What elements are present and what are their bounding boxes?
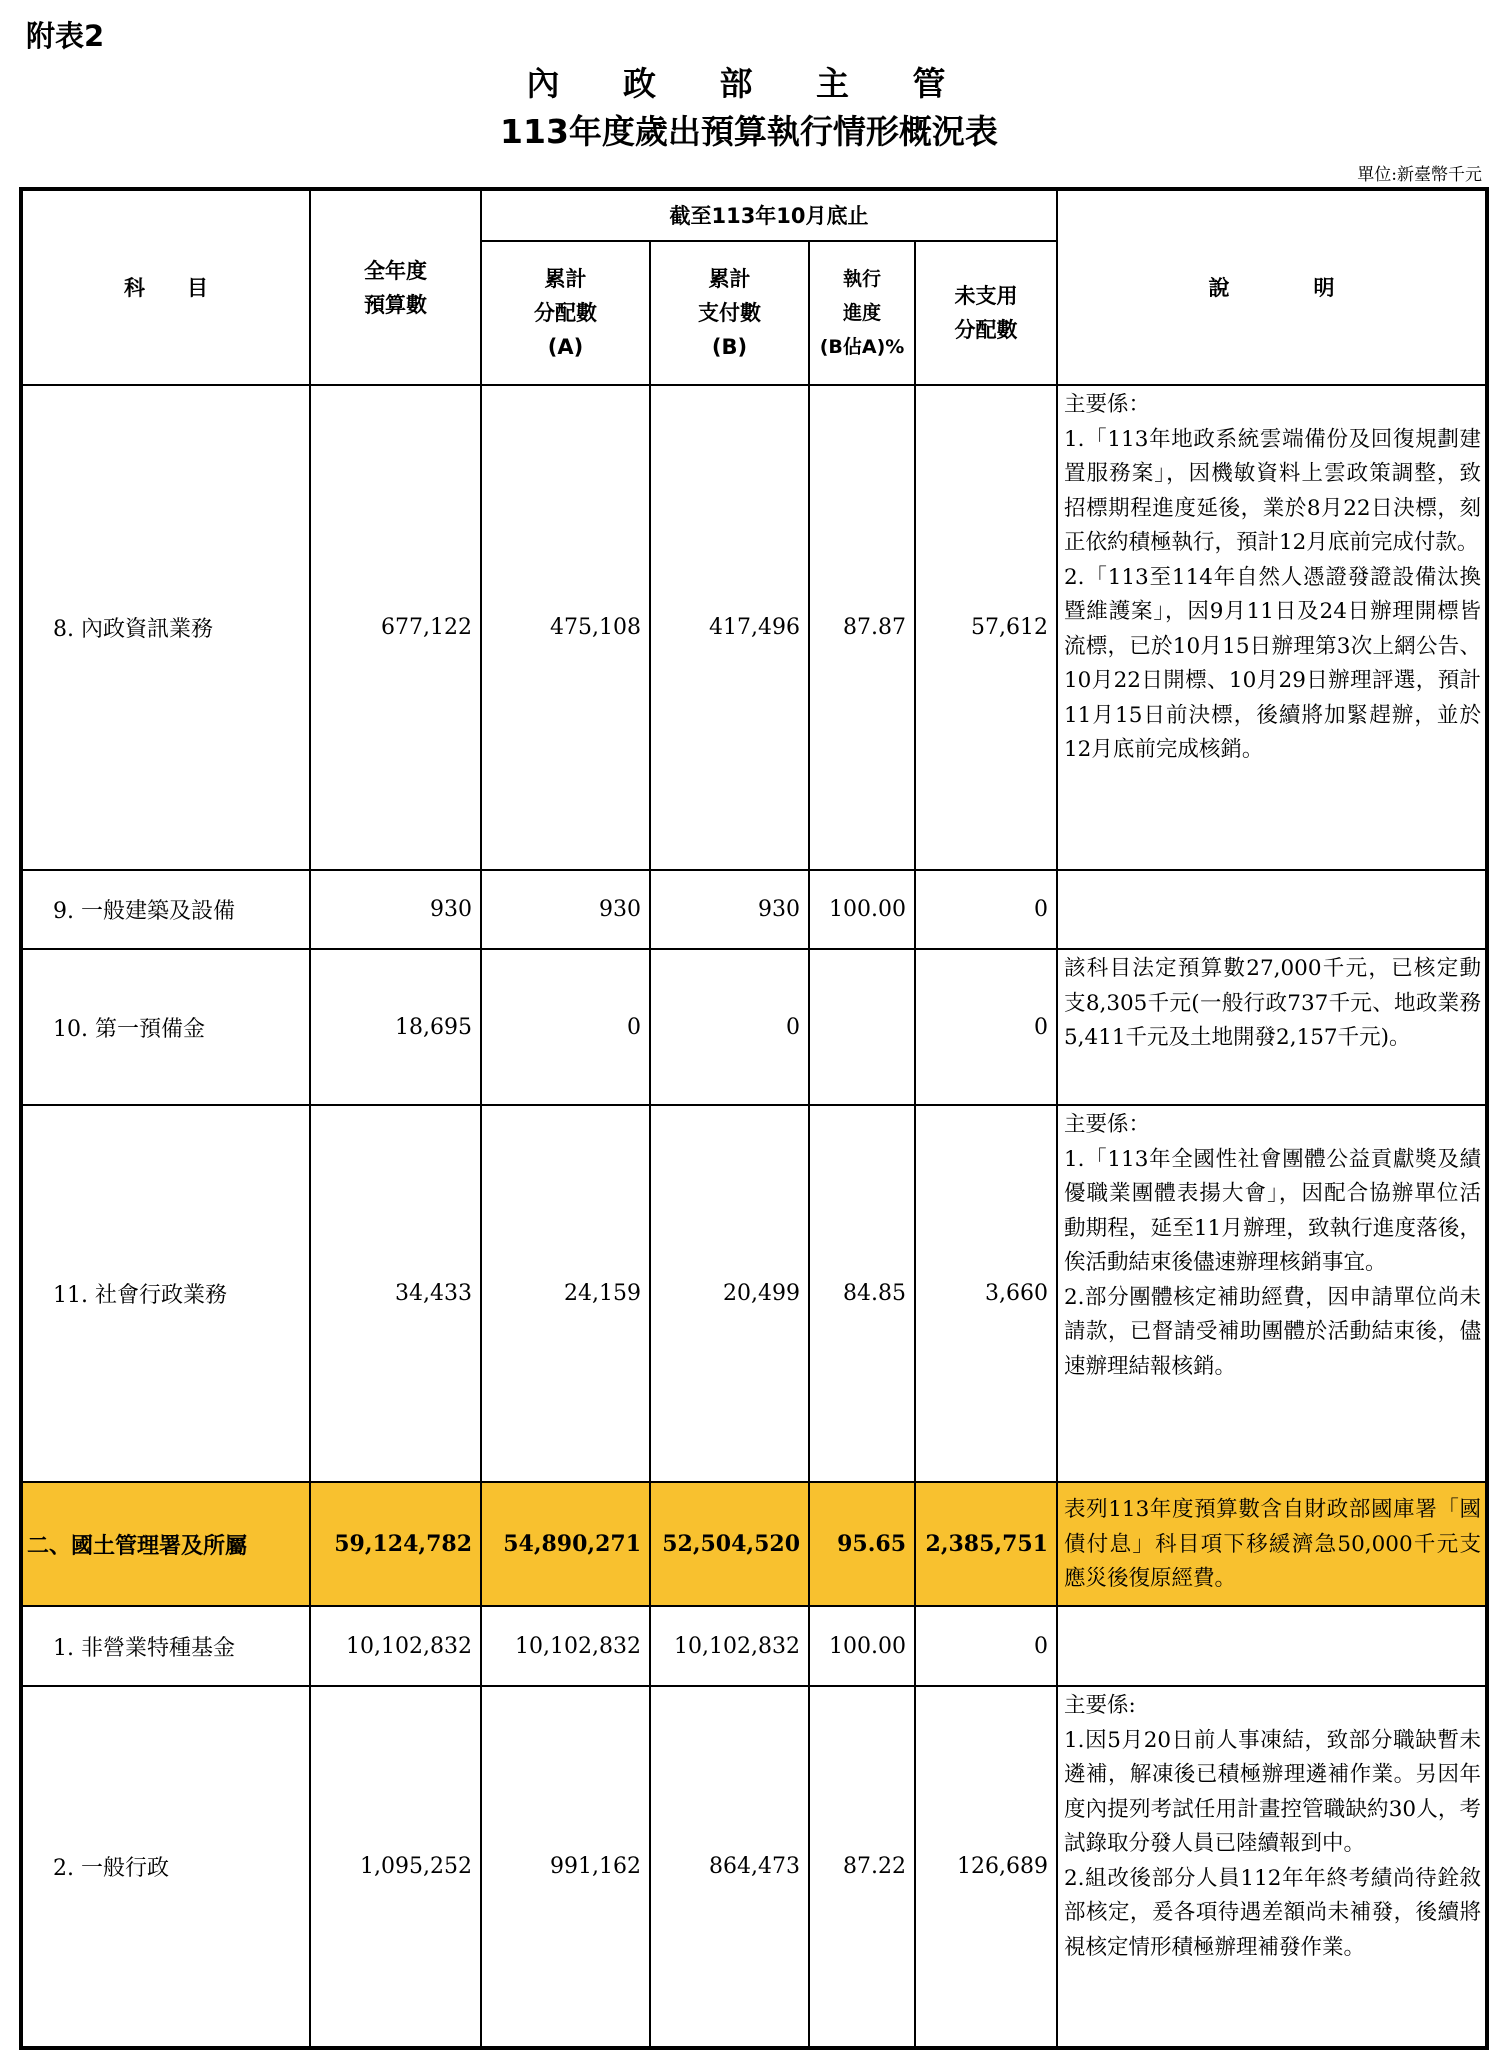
annual-budget-cell: 930 xyxy=(310,870,481,949)
description-cell: 主要係： 1.「113年地政系統雲端備份及回復規劃建置服務案」，因機敏資料上雲政策調整，致招標期程進度延後，業於8月22日決標，刻正依約積極執行，預計12月底前完成付款。 2.「113至114年自然人憑證發證設備汰換暨維護案」，因9月11日及24日辦理開標皆流標，已於10月15日辦理第3次上網公告、10月22日開標、10月29日辦理評選，預計11月15日前決標，後續將加緊趕辦，並於12月底前完成核銷。 xyxy=(1057,385,1487,870)
description-cell: 主要係: 1.因5月20日前人事凍結，致部分職缺暫未遴補，解凍後已積極辦理遴補作業。另因年度內提列考試任用計畫控管職缺約30人，考試錄取分發人員已陸續報到中。 2.組改後部分人員112年年終考績尚待銓敘部核定，爰各項待遇差額尚未補發，後續將視核定情形積極辦理補發作業。 xyxy=(1057,1686,1487,2048)
unspent-cell: 126,689 xyxy=(915,1686,1057,2048)
annual-budget-cell: 18,695 xyxy=(310,949,481,1105)
table-row xyxy=(21,385,1487,870)
description-cell: 表列113年度預算數含自財政部國庫署「國債付息」科目項下移緩濟急50,000千元支應災後復原經費。 xyxy=(1057,1482,1487,1606)
paid-cell: 52,504,520 xyxy=(650,1482,809,1606)
progress-cell: 100.00 xyxy=(809,870,915,949)
annual-budget-cell: 677,122 xyxy=(310,385,481,870)
allocated-cell: 24,159 xyxy=(481,1105,650,1482)
paid-cell: 930 xyxy=(650,870,809,949)
subject-cell: 二、國土管理署及所屬 xyxy=(21,1482,310,1606)
budget-table xyxy=(19,187,1489,2050)
allocated-cell: 475,108 xyxy=(481,385,650,870)
paid-cell: 0 xyxy=(650,949,809,1105)
unspent-cell: 57,612 xyxy=(915,385,1057,870)
header-unspent: 未支用 分配數 xyxy=(915,241,1057,385)
annual-budget-cell: 1,095,252 xyxy=(310,1686,481,2048)
annex-label: 附表2 xyxy=(26,19,105,53)
progress-cell: 87.22 xyxy=(809,1686,915,2048)
table-row xyxy=(21,1105,1487,1482)
allocated-cell: 0 xyxy=(481,949,650,1105)
table-row xyxy=(21,1606,1487,1686)
subject-cell: 1. 非營業特種基金 xyxy=(21,1606,310,1686)
subject-cell: 9. 一般建築及設備 xyxy=(21,870,310,949)
unspent-cell: 3,660 xyxy=(915,1105,1057,1482)
subject-cell: 10. 第一預備金 xyxy=(21,949,310,1105)
unspent-cell: 0 xyxy=(915,1606,1057,1686)
subject-cell: 8. 內政資訊業務 xyxy=(21,385,310,870)
table-row-section xyxy=(21,1482,1487,1606)
header-annual-budget: 全年度 預算數 xyxy=(310,189,481,385)
title-ministry: 內 政 部 主 管 xyxy=(526,64,972,103)
allocated-cell: 991,162 xyxy=(481,1686,650,2048)
progress-cell xyxy=(809,949,915,1105)
description-cell xyxy=(1057,870,1487,949)
paid-cell: 20,499 xyxy=(650,1105,809,1482)
paid-cell: 864,473 xyxy=(650,1686,809,2048)
unit-label: 單位:新臺幣千元 xyxy=(1357,165,1482,185)
description-cell: 該科目法定預算數27,000千元，已核定動支8,305千元(一般行政737千元、地政業務5,411千元及土地開發2,157千元)。 xyxy=(1057,949,1487,1105)
header-subject: 科 目 xyxy=(21,189,310,385)
allocated-cell: 54,890,271 xyxy=(481,1482,650,1606)
annual-budget-cell: 10,102,832 xyxy=(310,1606,481,1686)
annual-budget-cell: 59,124,782 xyxy=(310,1482,481,1606)
subject-cell: 2. 一般行政 xyxy=(21,1686,310,2048)
page-title: 113年度歲出預算執行情形概況表 xyxy=(500,112,998,151)
progress-cell: 84.85 xyxy=(809,1105,915,1482)
annual-budget-cell: 34,433 xyxy=(310,1105,481,1482)
description-cell xyxy=(1057,1606,1487,1686)
progress-cell: 100.00 xyxy=(809,1606,915,1686)
table-row xyxy=(21,870,1487,949)
allocated-cell: 10,102,832 xyxy=(481,1606,650,1686)
header-progress: 執行 進度 (B佔A)% xyxy=(809,241,915,385)
progress-cell: 95.65 xyxy=(809,1482,915,1606)
paid-cell: 10,102,832 xyxy=(650,1606,809,1686)
table-row xyxy=(21,949,1487,1105)
progress-cell: 87.87 xyxy=(809,385,915,870)
unspent-cell: 2,385,751 xyxy=(915,1482,1057,1606)
description-cell: 主要係： 1.「113年全國性社會團體公益貢獻獎及績優職業團體表揚大會」，因配合協辦單位活動期程，延至11月辦理，致執行進度落後，俟活動結束後儘速辦理核銷事宜。 2.部分團體核定補助經費，因申請單位尚未請款，已督請受補助團體於活動結束後，儘速辦理結報核銷。 xyxy=(1057,1105,1487,1482)
header-paid: 累計 支付數 (B) xyxy=(650,241,809,385)
unspent-cell: 0 xyxy=(915,870,1057,949)
header-period: 截至113年10月底止 xyxy=(481,189,1057,241)
allocated-cell: 930 xyxy=(481,870,650,949)
header-allocated: 累計 分配數 (A) xyxy=(481,241,650,385)
table-row xyxy=(21,1686,1487,2048)
paid-cell: 417,496 xyxy=(650,385,809,870)
unspent-cell: 0 xyxy=(915,949,1057,1105)
header-description: 說 明 xyxy=(1057,189,1487,385)
subject-cell: 11. 社會行政業務 xyxy=(21,1105,310,1482)
